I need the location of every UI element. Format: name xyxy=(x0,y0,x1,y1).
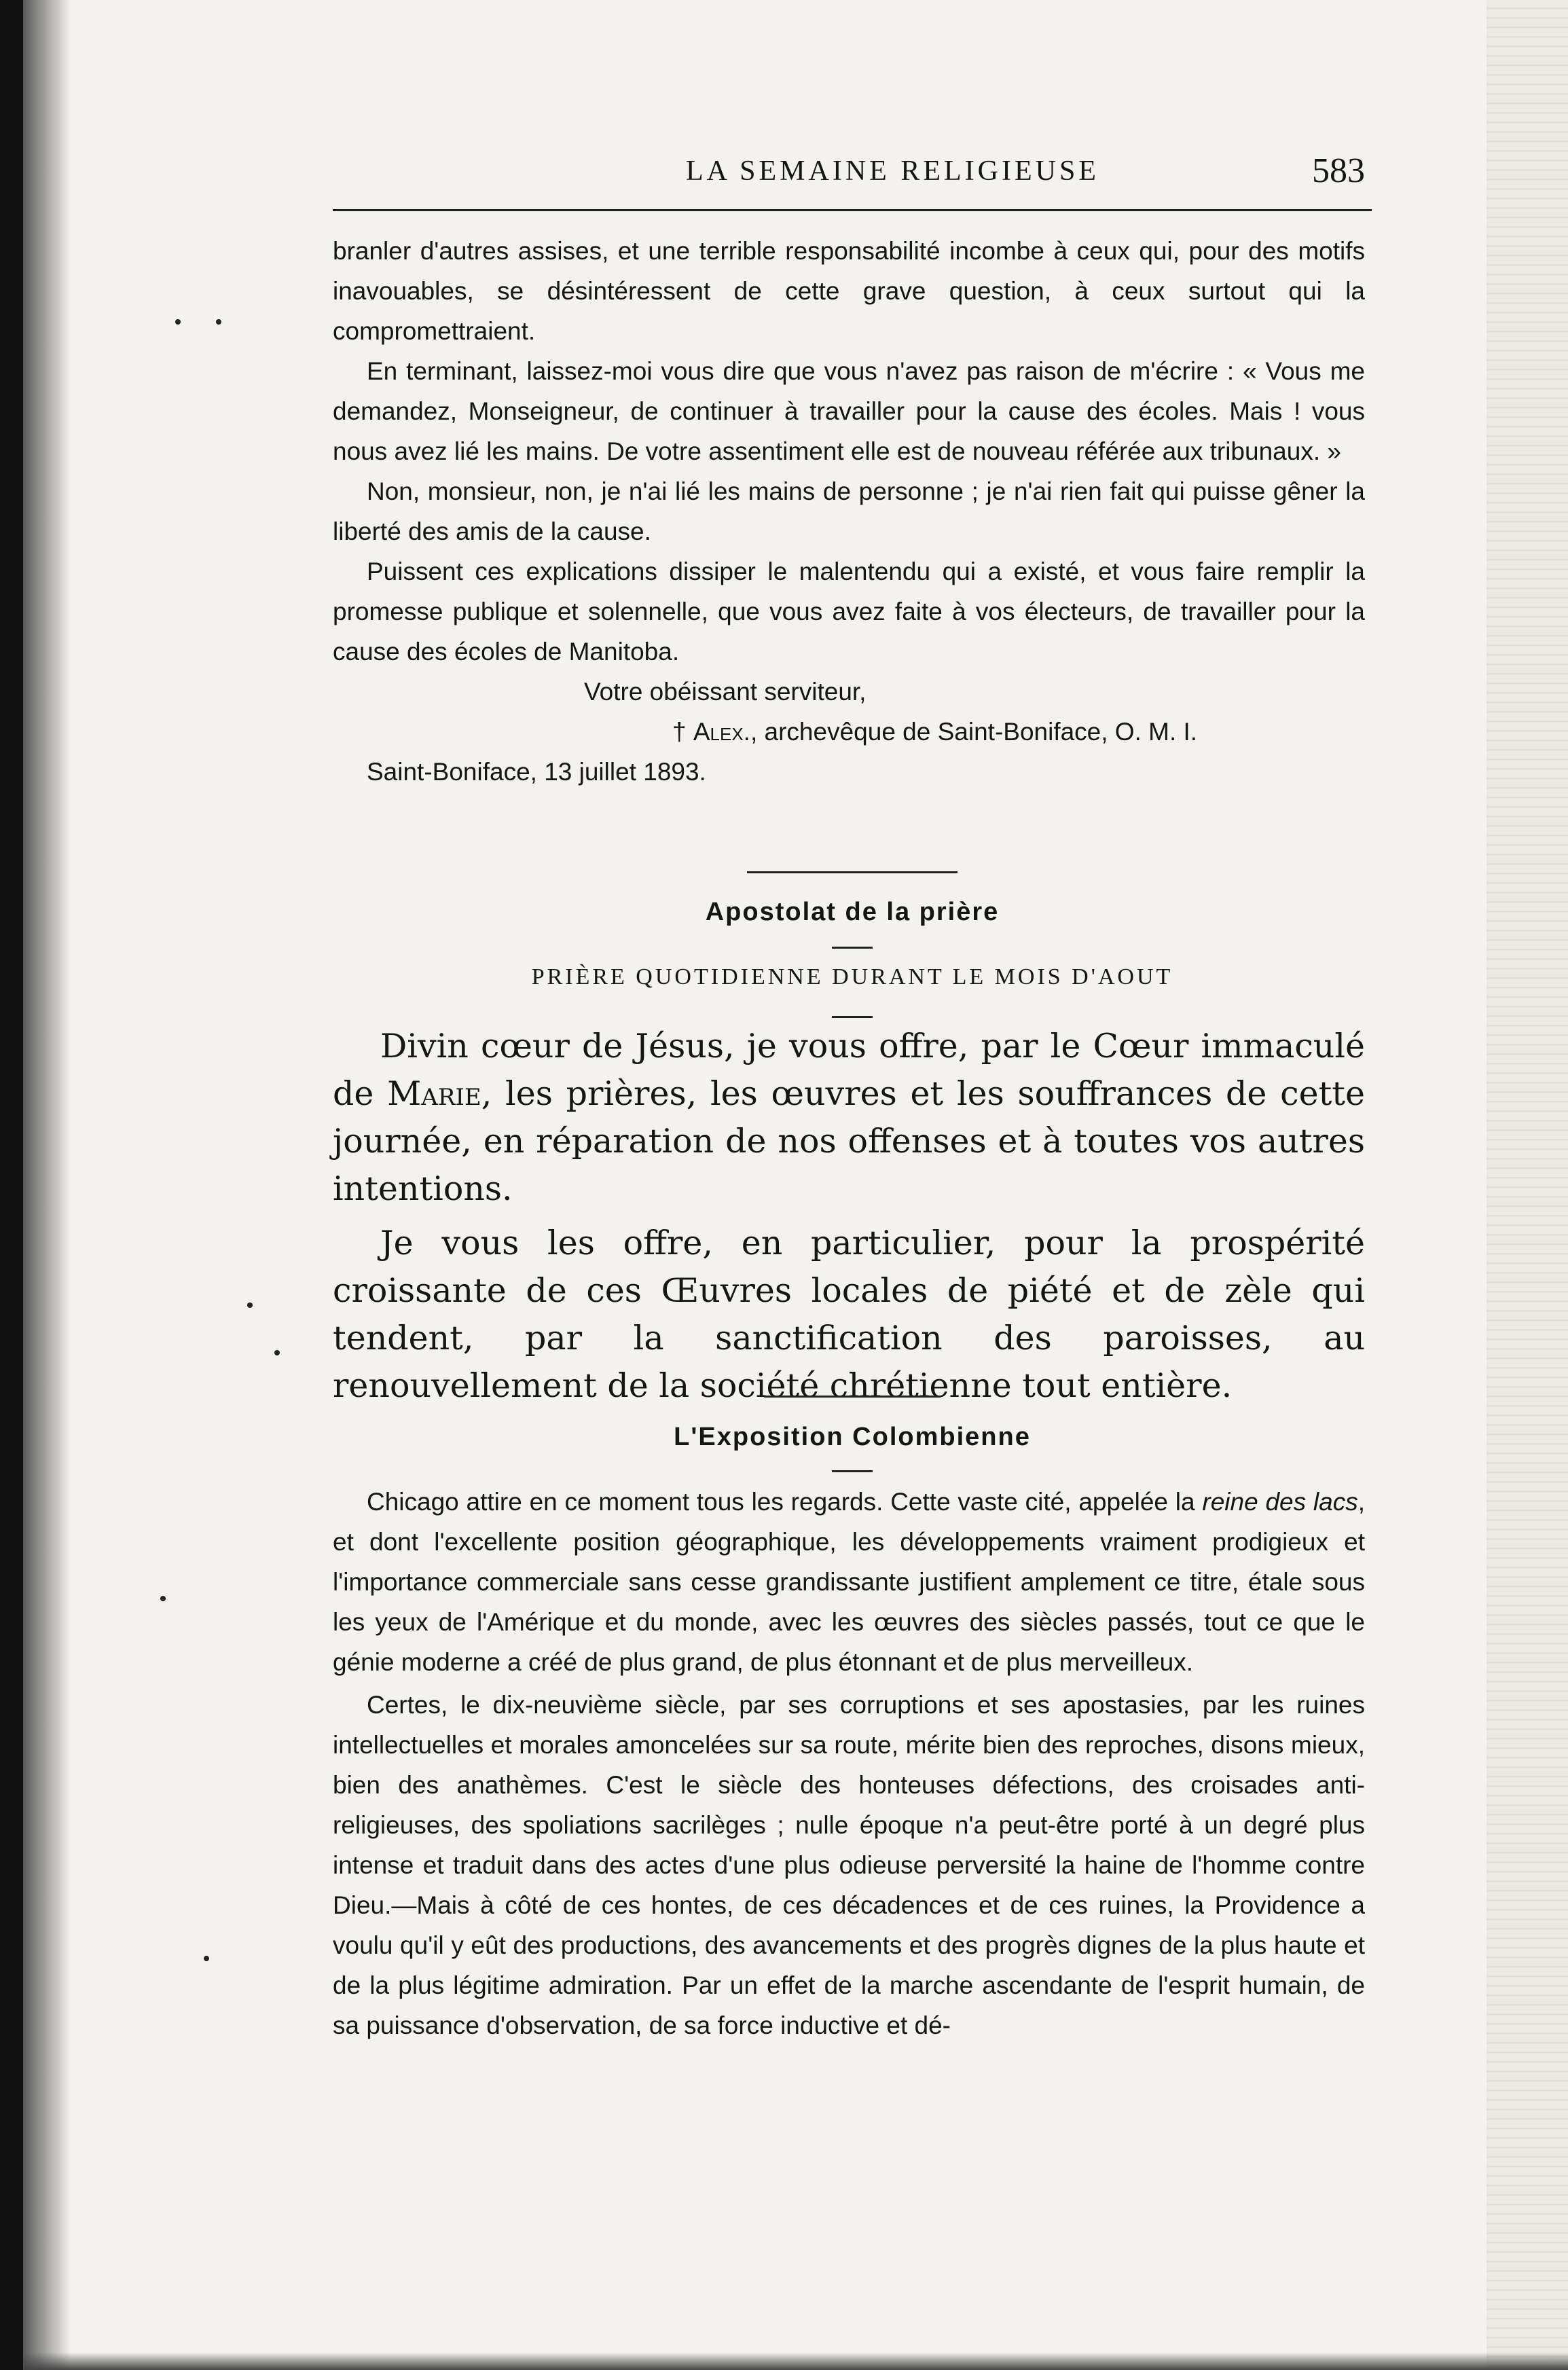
speck xyxy=(160,1596,166,1601)
subtitle-rule xyxy=(832,1016,873,1018)
letter-paragraph: Puissent ces explications dissiper le malentendu qui a existé, et vous faire remplir la promesse publique et solennelle, que vous avez faite à vos électeurs, de travailler pour la cause des écoles de Manitoba. xyxy=(333,558,1365,666)
page-edge-texture xyxy=(1487,0,1568,2370)
speck xyxy=(204,1956,209,1961)
speck xyxy=(216,319,221,325)
speck xyxy=(247,1302,253,1308)
signature-title: , archevêque de Saint-Boniface, O. M. I. xyxy=(750,718,1198,746)
running-title: LA SEMAINE RELIGIEUSE xyxy=(686,156,1099,187)
speck xyxy=(274,1350,280,1355)
book-binding-edge xyxy=(0,0,23,2370)
italic-phrase: reine des lacs xyxy=(1202,1488,1358,1516)
letter-paragraph: Non, monsieur, non, je n'ai lié les mains de personne ; je n'ai rien fait qui puisse gêner la liberté des amis de la cause. xyxy=(333,477,1365,545)
exposition-paragraph: Certes, le dix-neuvième siècle, par ses corruptions et ses apostasies, par les ruines intellectuelles et morales amoncelées sur sa route, mérite bien des reproches, disons mieux, bien des anathèmes. C'est le siècle des honteuses défections, des croisades anti-religieuses, des spoliations sacrilèges ; nulle époque n'a peut-être porté à un degré plus intense et traduit dans des actes d'une plus odieuse perversité la haine de l'homme contre Dieu.—Mais à côté de ces hontes, de ces décadences et de ces ruines, la Providence a voulu qu'il y eût des productions, des avancements et des progrès dignes de la plus haute et de la plus légitime admiration. Par un effet de la marche ascendante de l'esprit humain, de sa puissance d'observation, de sa force inductive et dé- xyxy=(333,1691,1365,2039)
header-rule xyxy=(333,209,1372,211)
prayer-text-part: , les prières, les œuvres et les souffrances de cette journée, en réparation de nos offenses et à toutes vos autres intentions. xyxy=(333,1074,1365,1208)
signature-name: Alex. xyxy=(693,718,750,746)
prayer-text xyxy=(333,1023,1365,1417)
exposition-paragraph xyxy=(333,1482,1365,1682)
running-head xyxy=(333,151,1365,196)
letter-paragraph: branler d'autres assises, et une terrible responsabilité incombe à ceux qui, pour des motifs inavouables, se désintéressent de cette grave question, à ceux surtout qui la compromettraient. xyxy=(333,237,1365,345)
title-rule xyxy=(832,1470,873,1472)
section-divider xyxy=(764,1396,941,1398)
speck xyxy=(175,319,181,325)
prayer-paragraph xyxy=(333,1023,1365,1213)
section-subtitle: PRIÈRE QUOTIDIENNE DURANT LE MOIS D'AOUT xyxy=(531,964,1173,989)
title-rule xyxy=(832,947,873,949)
bottom-edge-shadow xyxy=(23,2352,1568,2370)
prayer-text-part: Divin cœur de Jésus, je vous offre, par le Cœur immaculé de xyxy=(333,1027,1365,1113)
letter-section xyxy=(333,231,1365,792)
section-divider xyxy=(747,871,958,873)
prayer-name-marie: Marie xyxy=(387,1074,481,1113)
section-title-exposition: L'Exposition Colombienne xyxy=(674,1423,1031,1451)
section-title-apostolat: Apostolat de la prière xyxy=(705,898,1000,926)
cross-symbol: † xyxy=(672,718,687,746)
prayer-paragraph: Je vous les offre, en particulier, pour la prospérité croissante de ces Œuvres locales de piété et de zèle qui tendent, par la sanctification des paroisses, au renouvellement de la société chrétienne tout entière. xyxy=(333,1224,1365,1405)
letter-closing: Votre obéissant serviteur, xyxy=(584,678,867,706)
exposition-section xyxy=(333,1482,1365,2048)
paragraph-text-part: Chicago attire en ce moment tous les regards. Cette vaste cité, appelée la xyxy=(367,1488,1203,1516)
letter-dateline: Saint-Boniface, 13 juillet 1893. xyxy=(367,758,706,786)
paragraph-text-part: , et dont l'excellente position géographique, les développements vraiment prodigieux et l'importance commerciale sans cesse grandissante justifient amplement ce titre, étale sous les yeux de l'Amérique et du monde, avec les œuvres des siècles passés, tout ce que le génie moderne a créé de plus grand, de plus étonnant et de plus merveilleux. xyxy=(333,1488,1365,1676)
letter-paragraph: En terminant, laissez-moi vous dire que vous n'avez pas raison de m'écrire : « Vous me demandez, Monseigneur, de continuer à travailler pour la cause des écoles. Mais ! vous nous avez lié les mains. De votre assentiment elle est de nouveau référée aux tribunaux. » xyxy=(333,357,1365,465)
binding-shadow xyxy=(23,0,71,2370)
letter-signature xyxy=(333,712,1365,752)
page-number: 583 xyxy=(1312,151,1365,190)
